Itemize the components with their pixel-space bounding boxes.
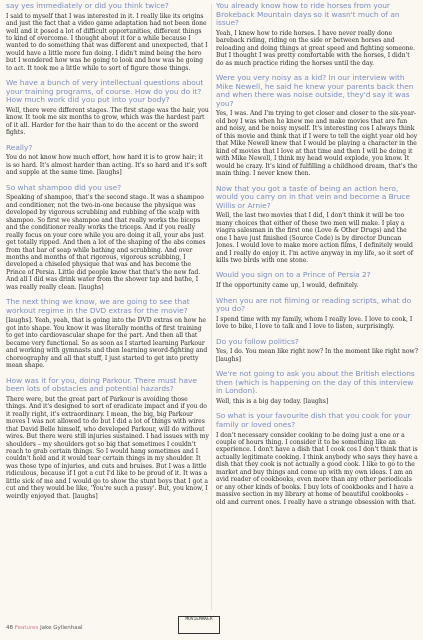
answer: Speaking of shampoo, that's the second stage. It was a shampoo and conditioner, not the two-in-one because the physique was developed by vigorous scrubbing and rubbing of the scalp with shampoo. So first we shampoo and that really works the biceps and the conditioner really works the triceps. And if you really really focus on your core while you are doing it all, your abs just get totally ripped. And then a lot of the shaping of the abs comes from that bar of soap while bathing and scrubbing. And over months and months of that rigorous, vigorous scrubbing, I developed a chiseled physique that was and has become the Prince of Persia. Little did people know that that's the new fad. And all I did was drink water from the shower tap and bathe, I was really really clean. [laughs]: [6, 194, 206, 291]
magazine-logo: [178, 616, 220, 634]
right-column: [216, 2, 419, 612]
question: When you are not filming or reading scripts, what do you do?: [216, 295, 412, 314]
question: say yes immediately or did you think twice?: [6, 2, 169, 10]
question: We have a bunch of very intellectual questions about your training programs, of course. How do you do it? How much work did you put into your body?: [6, 78, 204, 105]
question: Now that you got a taste of being an action hero, would you carry on in that vein and become a Bruce Willis or Arnie?: [216, 183, 410, 210]
answer: Well, there were different stages. The first stage was the hair, you know. It took me six months to grow, which was the hardest part of it all. Harder for the hair than to do the accent or the sword fights.: [6, 107, 209, 137]
question: So what shampoo did you use?: [6, 182, 122, 192]
answer: I said to myself that I was interested in it. I really like its origins and just the fact that a video game adaptation had not been done well and it posed a lot of difficult opportunities, different things to kind of overcome. I thought about it for a while because I wanted to do something that was different and unexpected, that I would have a little more fun doing. I didn't mind being the hero but I wondered how was he going to look and how was he going to act. It took me a little while to sort of figure those things.: [6, 12, 208, 72]
question: Were you very noisy as a kid? In our interview with Mike Newell, he said he knew your parents back then and when there was noise outside, they'd say it was you?: [216, 73, 414, 108]
answer: If the opportunity came up, I would, definitely.: [216, 282, 359, 290]
question: How was it for you, doing Parkour. There must have been lots of obstacles and potential hazards?: [6, 375, 197, 394]
answer: Well, this is a big day today. [laughs]: [216, 397, 329, 405]
question: Really?: [6, 142, 33, 152]
page-number: 48: [6, 625, 13, 631]
left-column: [6, 2, 209, 612]
question: We're not going to ask you about the British elections then (which is happening on the day of this interview in London).: [216, 369, 415, 396]
answer: Yes, I do. You mean like right now? In the moment like right now? [laughs]: [216, 348, 418, 363]
answer: I don't necessary consider cooking to be doing just a one or a couple of hours thing. I consider it to be something like an experience. I don't have a dish that I cook cos I don't think that is actually legitimate cooking. I think anybody who says they have a dish that they cook is not actually a good cook. I like to go to the market and buy things and come up with my own ideas. I am an avid reader of cookbooks, even more than any other periodicals or any other kinds of books. I buy lots of cookbooks and I have a massive section in my library at home of beautiful cookbooks – old and current ones. I really have a strange obsession with that.: [216, 431, 418, 506]
question: So what is your favourite dish that you cook for your family or loved ones?: [216, 411, 411, 429]
answer: Yes, I was. And I'm trying to get closer and closer to the six-year-old boy I was when he knew me and make movies that are fun and noisy, and be noisy myself. It's interesting cos I always think of this movie and think that if I were to tell the eight year old boy that Mike Newell knew that I would be playing a character in the kind of movies that I love at that time and then I will be doing it with Mike Newell, I think my head would explode, you know. It would be crazy. It's kind of fulfilling a childhood dream, that's the main thing. I never knew then.: [216, 110, 418, 178]
question: The next thing we know, we are going to see that workout regime in the DVD extras for the movie?: [6, 297, 190, 315]
question: Do you follow politics?: [216, 336, 299, 346]
section-label: Features: [14, 625, 39, 631]
page-footer: [6, 625, 82, 631]
question: You already know how to ride horses from your Brokeback Mountain days so it wasn't much of an issue?: [216, 2, 400, 28]
answer: You do not know how much effort, how hard it is to grow hair; it is so hard. It's almost harder than acting. It's so hard and it's soft and supple at the same time. [laughs]: [6, 154, 208, 177]
logo-text: MOVIEMAKER: [185, 617, 213, 622]
answer: [laughs]. Yeah, yeah, that is going into the DVD extras on how he got into shape. You know it was literally months of first training to get into cardiovascular shape for the part. And then all that became very functional. So as soon as I started learning Parkour and working with gymnasts and then learning sword-fighting and choreography and all that stuff, I just started to get into pretty mean shape.: [6, 317, 208, 370]
answer: Well, the last two movies that I did, I don't think it will be too many choices that either of these two men will make. I play a viagra salesman in the first one (Love & Other Drugs) and the one I have just finished (Source Code) is by director Duncan Jones. I would love to make more action films, I definitely would and I really do enjoy it. I'm active anyway in my life, so it sort of kills two birds with one stone.: [216, 212, 414, 264]
column-divider: [211, 4, 212, 610]
answer: I spend time with my family, whom I really love. I love to cook, I love to bike, I love to talk and I love to listen, surprisingly.: [216, 315, 413, 331]
answer: There were, but the great part of Parkour is avoiding those things. And it's designed to sort of eradicate impact and if you do it really right, it's extraordinary. I mean, the big, big Parkour moves I was not allowed to do but I did a lot of things with wires that David Belle himself, who developed Parkour, will do without wires. But there were still injuries sustained. I had issues with my shoulders – my shoulders got so big that sometimes I couldn't reach to grab certain things. So I would hang sometimes and I couldn't hold and it would tear certain things in my shoulder. It was those type of injuries, and cuts and bruises. But I was a little ridiculous, because if I got a cut I'd like to be proud of it. It was a little sick of me and I would go to show the stunt boys that I got a cut and they would be like, 'You're such a pussy'. But, you know, I weirdly enjoyed that. [laughs]: [6, 395, 209, 500]
footer-subject: Jake Gyllenhaal: [40, 625, 83, 631]
answer: Yeah, I knew how to ride horses. I have never really done bareback riding, riding on the side or between horses and reloading and doing things at great speed and fighting someone. But I thought I was pretty comfortable with the horses, I didn't do as much practice riding the horses until the day.: [216, 29, 416, 67]
question: Would you sign on to a Prince of Persia 2?: [216, 270, 371, 280]
